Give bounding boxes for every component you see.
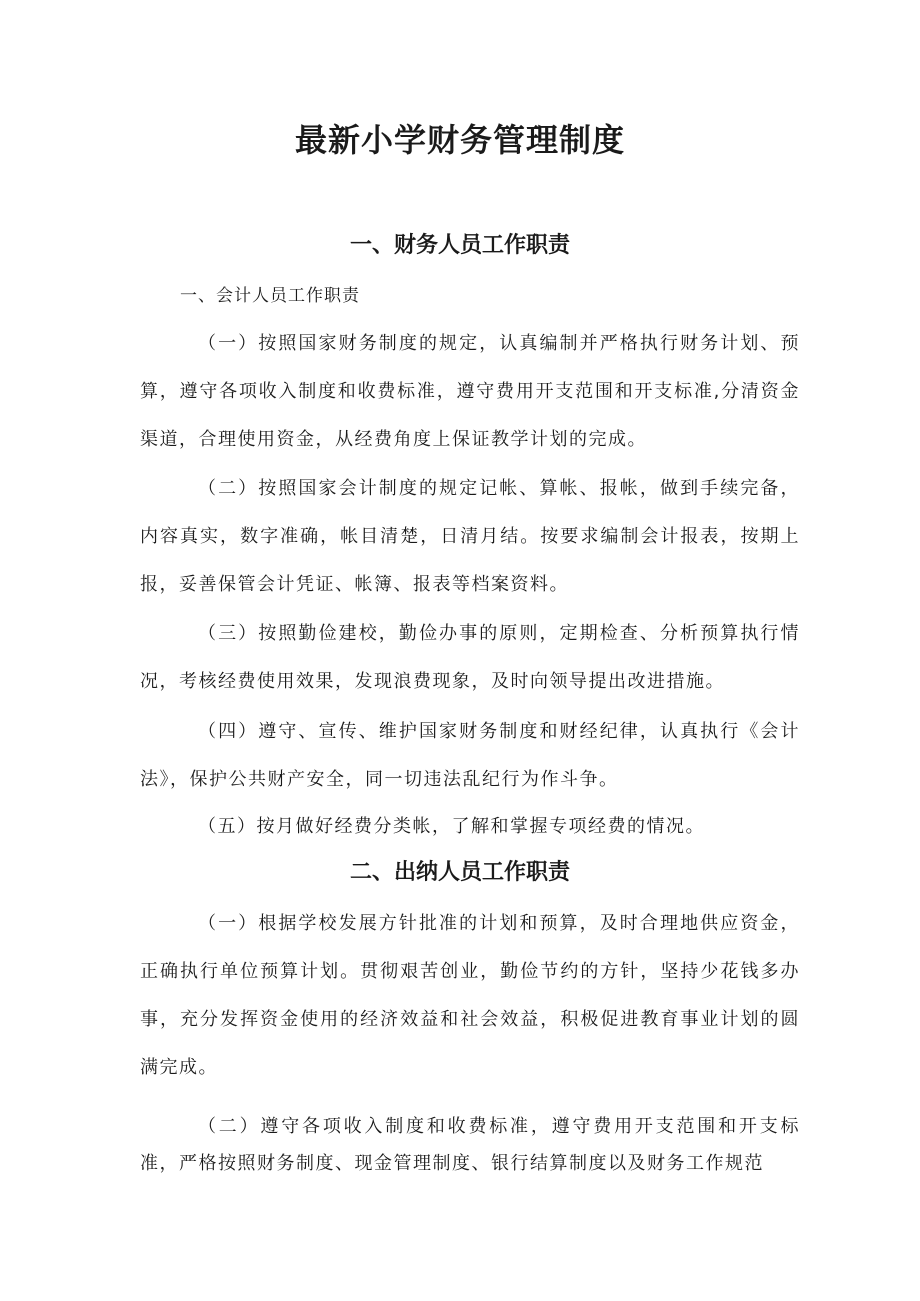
paragraph-accountant-4: （四）遵守、宣传、维护国家财务制度和财经纪律，认真执行《会计法》，保护公共财产安全，同一切违法乱纪行为作斗争。	[140, 721, 800, 790]
paragraph-accountant-2: （二）按照国家会计制度的规定记帐、算帐、报帐，做到手续完备，内容真实，数字准确，帐目清楚，日清月结。按要求编制会计报表，按期上报，妥善保管会计凭证、帐簿、报表等档案资料。	[140, 478, 800, 595]
document-title: 最新小学财务管理制度	[294, 121, 625, 159]
section-heading-cashier: 二、出纳人员工作职责	[349, 860, 570, 885]
paragraph-accountant-5: （五）按月做好经费分类帐，了解和掌握专项经费的情况。	[198, 816, 705, 837]
subheading-accountant: 一、会计人员工作职责	[180, 286, 360, 306]
paragraph-cashier-1: （一）根据学校发展方针批准的计划和预算，及时合理地供应资金，正确执行单位预算计划。贯彻艰苦创业，勤俭节约的方针，坚持少花钱多办事，充分发挥资金使用的经济效益和社会效益，积极促进教育事业计划的圆满完成。	[140, 913, 800, 1078]
paragraph-accountant-1: （一）按照国家财务制度的规定，认真编制并严格执行财务计划、预算，遵守各项收入制度和收费标准，遵守费用开支范围和开支标准,分清资金渠道，合理使用资金，从经费角度上保证教学计划的完成。	[140, 333, 800, 450]
paragraph-accountant-3: （三）按照勤俭建校，勤俭办事的原则，定期检查、分析预算执行情况，考核经费使用效果，发现浪费现象，及时向领导提出改进措施。	[140, 623, 800, 692]
section-heading-finance-staff: 一、财务人员工作职责	[349, 233, 570, 258]
paragraph-cashier-2: （二）遵守各项收入制度和收费标准，遵守费用开支范围和开支标准，严格按照财务制度、现金管理制度、银行结算制度以及财务工作规范	[140, 1116, 800, 1174]
